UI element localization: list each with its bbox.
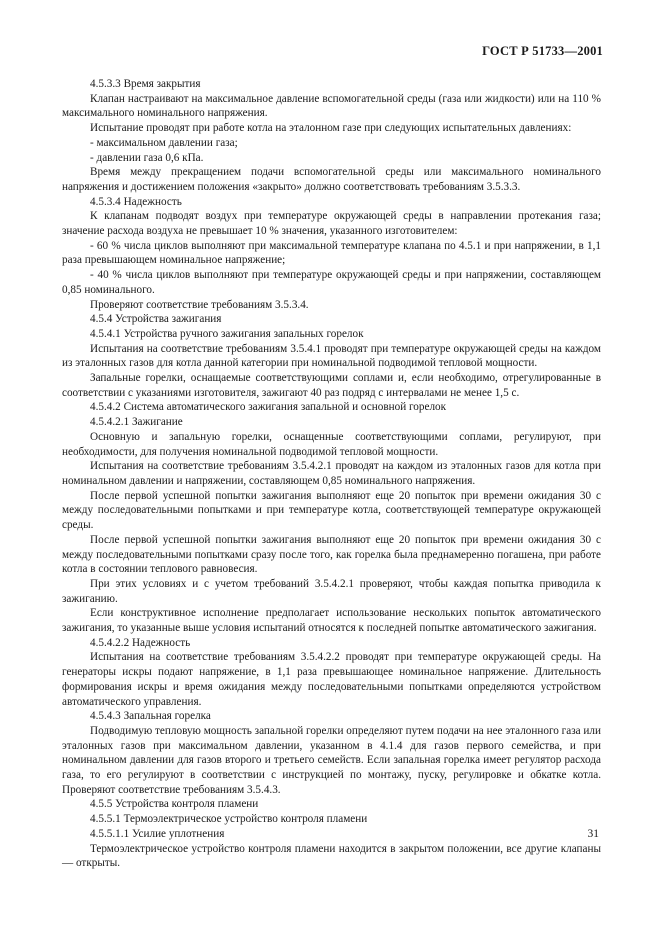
paragraph: Основную и запальную горелки, оснащенные соответствующими соплами, регулируют, при необходимости, для получения номинальной подводимой тепловой мощности. xyxy=(62,430,601,458)
section-heading: 4.5.3.4 Надежность xyxy=(90,195,182,208)
paragraph: Термоэлектрическое устройство контроля пламени находится в закрытом положении, все другие клапаны — открыты. xyxy=(62,842,601,870)
section-heading: 4.5.4.2 Система автоматического зажигания запальной и основной горелок xyxy=(90,401,447,414)
paragraph: Испытание проводят при работе котла на эталонном газе при следующих испытательных давлениях: xyxy=(90,122,572,135)
page-header: ГОСТ Р 51733—2001 xyxy=(482,44,603,58)
paragraph: Проверяют соответствие требованиям 3.5.3.4. xyxy=(90,298,309,311)
paragraph: Испытания на соответствие требованиям 3.5.4.1 проводят при температуре окружающей среды на каждом из эталонных газов для котла данной категории при номинальной подводимой тепловой мощности. xyxy=(62,342,601,370)
paragraph: Время между прекращением подачи вспомогательной среды или максимального номинального напряжения и достижением положения «закрыто» должно соответствовать требованиям 3.5.3.3. xyxy=(62,166,601,193)
list-item: - 60 % числа циклов выполняют при максимальной температуре клапана по 4.5.1 и при напряжении, в 1,1 раза превышающем номинальное напряжение; xyxy=(62,239,601,267)
paragraph: К клапанам подводят воздух при температуре окружающей среды в направлении протекания газа; значение расхода воздуха не превышает 10 % значения, указанного изготовителем: xyxy=(62,210,601,238)
section-heading: 4.5.4.1 Устройства ручного зажигания запальных горелок xyxy=(90,327,364,340)
paragraph: Запальные горелки, оснащаемые соответствующими соплами и, если необходимо, отрегулированные в соответствии с указаниями изготовителя, зажигают 40 раз подряд с интервалами не менее 1,5 с. xyxy=(62,372,601,399)
paragraph: При этих условиях и с учетом требований 3.5.4.2.1 проверяют, чтобы каждая попытка приводила к зажиганию. xyxy=(62,577,601,605)
section-heading: 4.5.5.1 Термоэлектрическое устройство контроля пламени xyxy=(90,813,368,826)
paragraph: Испытания на соответствие требованиям 3.5.4.2.2 проводят при температуре окружающей среды. На генераторы искры подают напряжение, в 1,1 раза превышающее номинальное напряжение. Длительность формирования искры и время ожидания между последовательными попытками определяются устройством автоматического управления. xyxy=(62,651,601,708)
section-heading: 4.5.5 Устройства контроля пламени xyxy=(90,798,259,811)
paragraph: Подводимую тепловую мощность запальной горелки определяют путем подачи на нее эталонного газа или эталонных газов при максимальном давлении, указанном в 4.1.4 для газов первого семейства, и при номинальном давлении для газов второго и третьего семейств. Если запальная горелка имеет регулятор расхода газа, то его регулируют в соответствии с инструкцией по монтажу, пуску, регулировке и обкатке котла. Проверяют соответствие требованиям 3.5.4.3. xyxy=(62,724,601,796)
section-heading: 4.5.5.1.1 Усилие уплотнения xyxy=(90,827,225,840)
paragraph: Клапан настраивают на максимальное давление вспомогательной среды (газа или жидкости) или на 110 % максимального номинального напряжения. xyxy=(62,92,601,120)
document-body xyxy=(62,77,601,871)
section-heading: 4.5.4.2.1 Зажигание xyxy=(90,416,183,429)
paragraph: Если конструктивное исполнение предполагает использование нескольких попыток автоматического зажигания, то указанные выше условия испытаний относятся к последней попытке автоматического зажигания. xyxy=(62,607,601,635)
section-heading: 4.5.4.3 Запальная горелка xyxy=(90,710,211,723)
paragraph: После первой успешной попытки зажигания выполняют еще 20 попыток при времени ожидания 30 с между последовательными попытками сразу после того, как горелка была преднамеренно погашена, при работе котла в состоянии теплового равновесия. xyxy=(62,533,601,576)
paragraph: Испытания на соответствие требованиям 3.5.4.2.1 проводят на каждом из эталонных газов для котла при номинальном давлении и напряжении, составляющем 0,85 номинального напряжения. xyxy=(62,460,601,487)
list-item: - максимальном давлении газа; xyxy=(90,136,238,149)
section-heading: 4.5.4 Устройства зажигания xyxy=(90,313,222,326)
list-item: - давлении газа 0,6 кПа. xyxy=(90,151,204,164)
list-item: - 40 % числа циклов выполняют при температуре окружающей среды и при напряжении, составляющем 0,85 номинального. xyxy=(62,269,601,296)
paragraph: После первой успешной попытки зажигания выполняют еще 20 попыток при времени ожидания 30 с между последовательными попытками и при температуре котла, соответствующей температуре окружающей среды. xyxy=(62,489,601,532)
page-number: 31 xyxy=(587,828,599,840)
section-heading: 4.5.3.3 Время закрытия xyxy=(90,78,201,90)
section-heading: 4.5.4.2.2 Надежность xyxy=(90,636,191,649)
